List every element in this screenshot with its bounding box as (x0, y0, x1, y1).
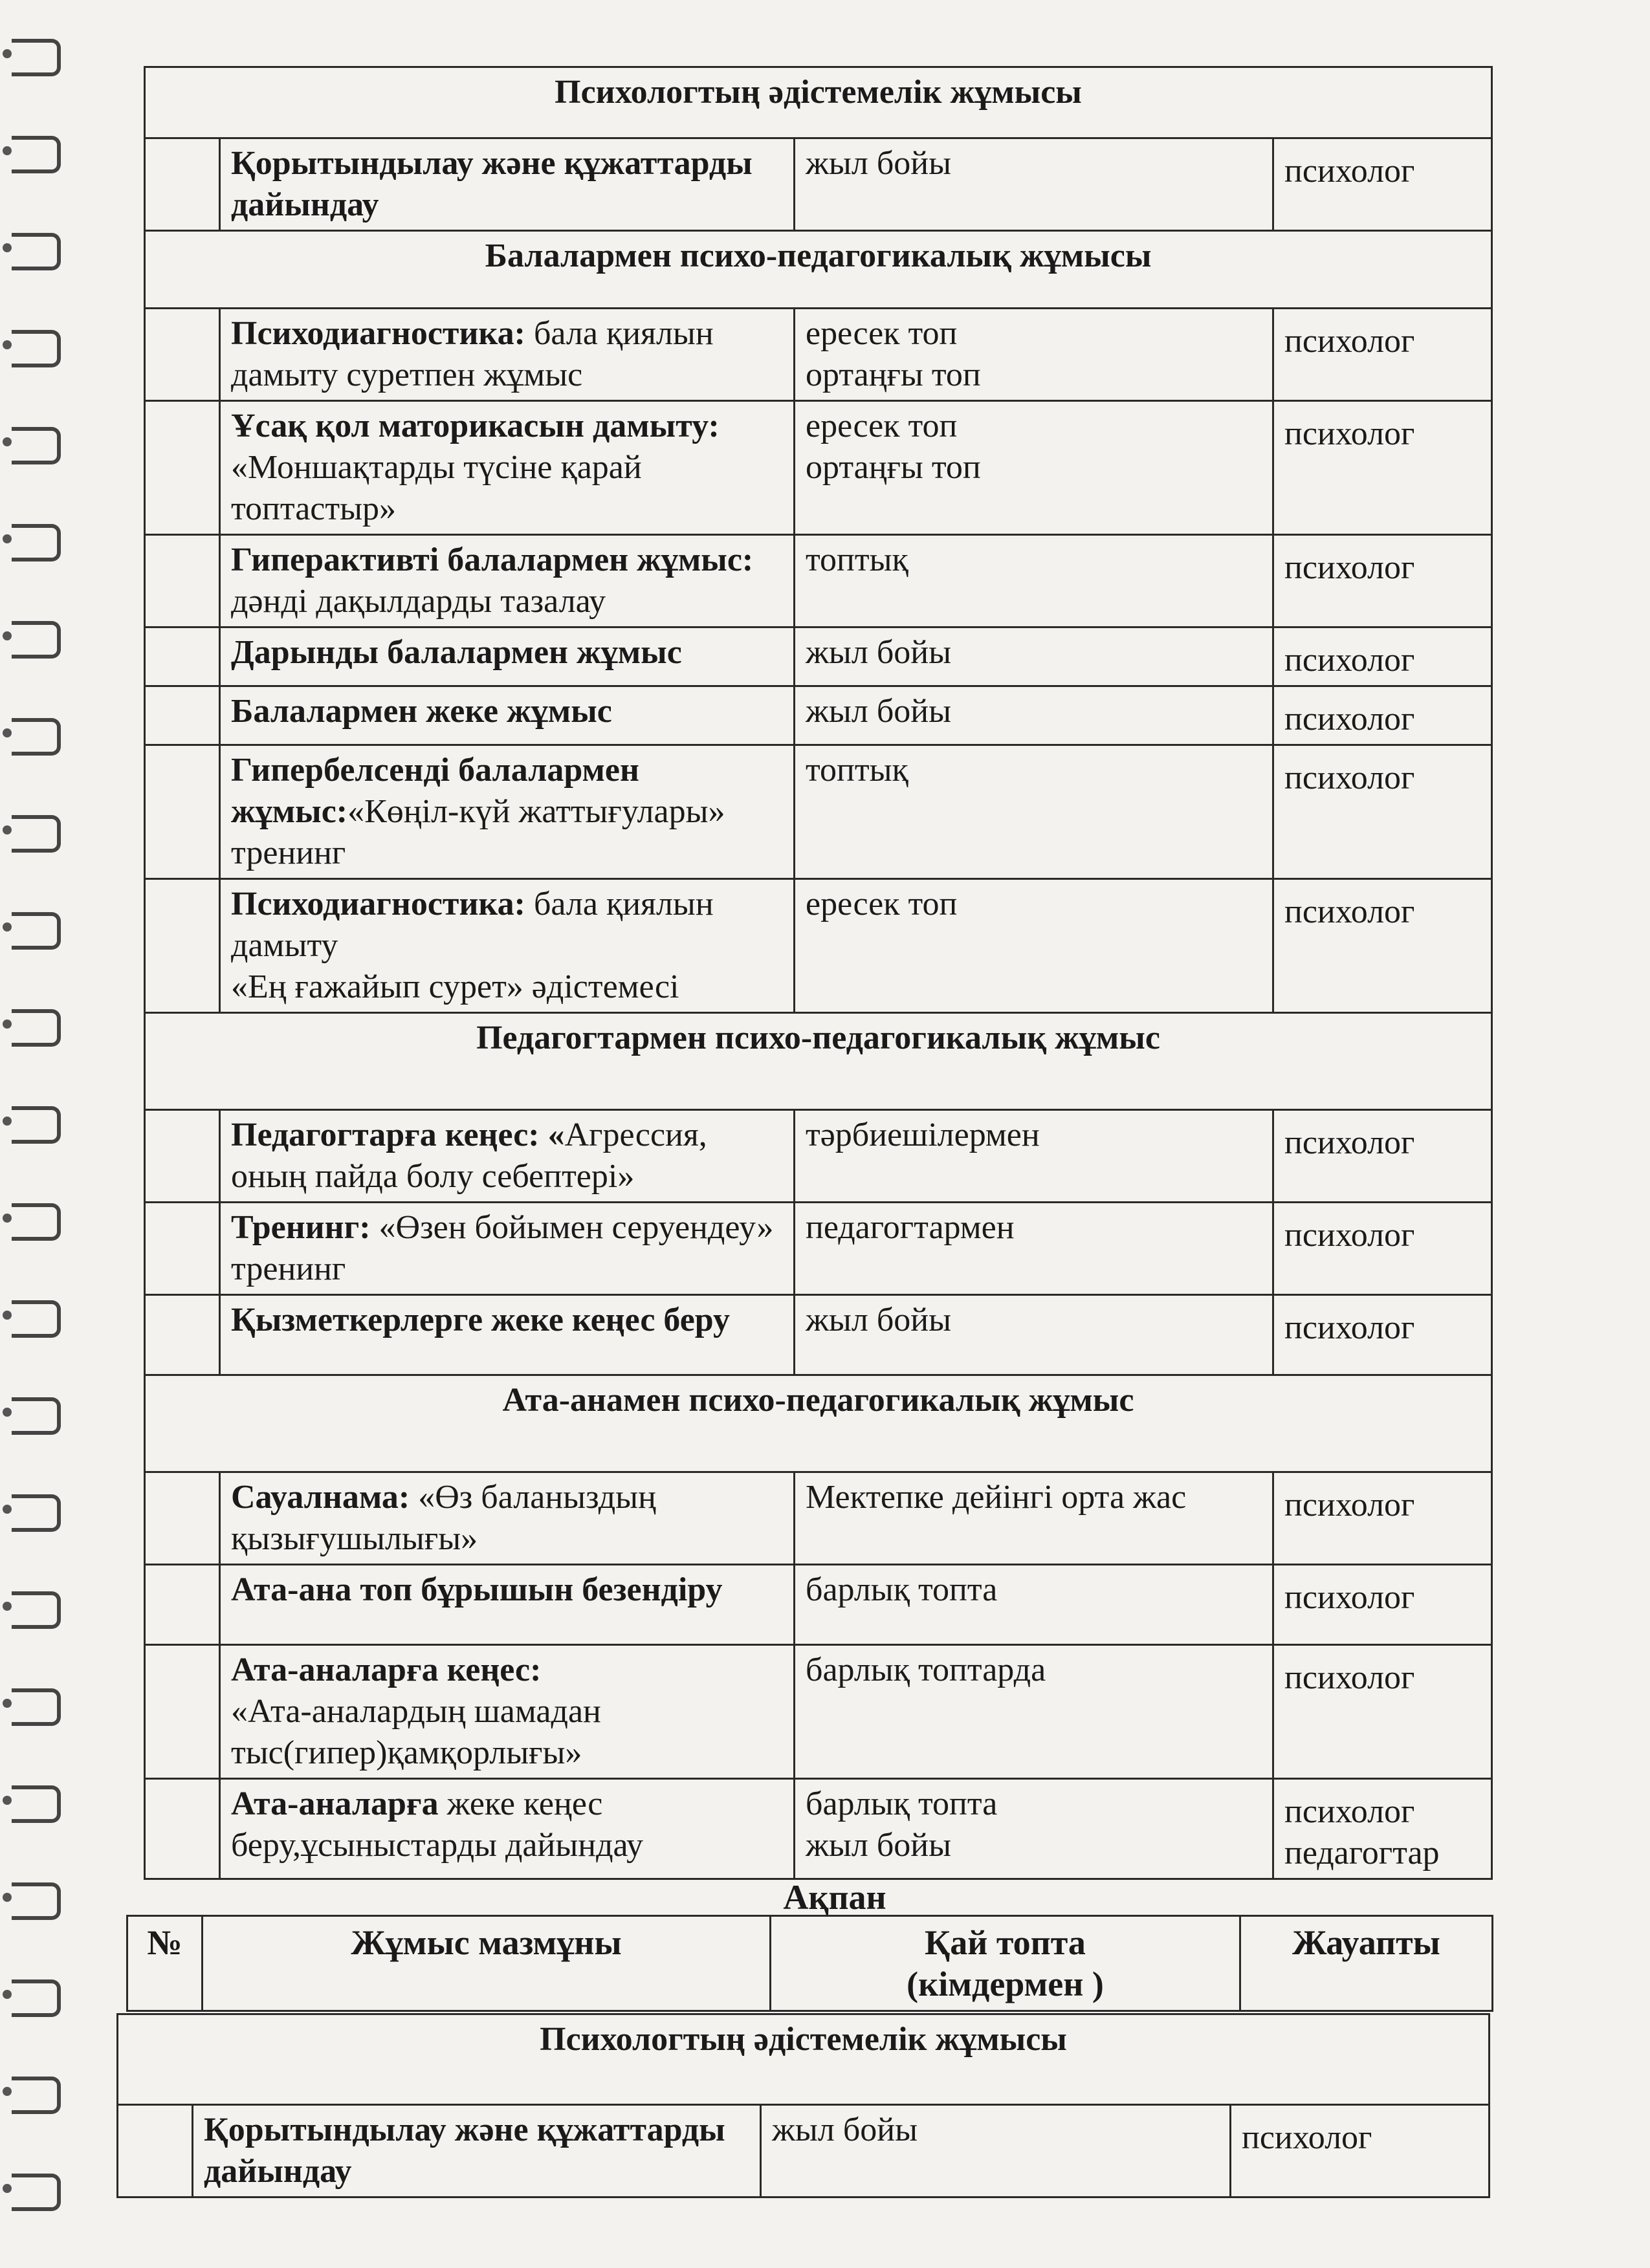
content-text: «Көңіл-күй жаттығулары» тренинг (231, 793, 725, 871)
responsible-cell: психолог (1273, 1472, 1492, 1565)
table-row (145, 745, 1492, 879)
content-cell (193, 2105, 761, 2197)
responsible-cell: психолог (1273, 1645, 1492, 1779)
content-bold: Қызметкерлерге жеке кеңес беру (231, 1302, 731, 1338)
group-cell: педагогтармен (795, 1203, 1273, 1295)
content-bold: Тренинг: (231, 1209, 371, 1246)
responsible-cell: психолог (1273, 535, 1492, 627)
content-bold: Дарынды балалармен жұмыс (231, 634, 682, 671)
content-cell (220, 879, 795, 1013)
header-row (127, 1916, 1493, 2011)
row-number-cell (145, 1565, 220, 1645)
table-row (145, 309, 1492, 401)
row-number-cell (145, 1203, 220, 1295)
row-number-cell (118, 2105, 193, 2197)
content-bold: Балалармен жеке жұмыс (231, 693, 612, 730)
group-cell: ересек топ ортаңғы топ (795, 401, 1273, 535)
responsible-cell: психолог (1273, 1295, 1492, 1375)
responsible-cell: психолог (1273, 627, 1492, 686)
content-text: дәнді дақылдарды тазалау (231, 583, 606, 620)
group-cell: ересек топ (795, 879, 1273, 1013)
row-number-cell (145, 138, 220, 231)
row-number-cell (145, 745, 220, 879)
content-bold: Гиперактивті балалармен жұмыс: (231, 541, 754, 578)
february-header-table (126, 1915, 1493, 2012)
section-row (145, 67, 1492, 138)
group-cell: жыл бойы (795, 686, 1273, 745)
content-text: бала қиялын дамыту «Ең ғажайып сурет» әдістемесі (231, 886, 714, 1005)
header-group: Қай топта (кімдермен ) (771, 1916, 1240, 2011)
header-responsible: Жауапты (1240, 1916, 1493, 2011)
table-row (145, 1203, 1492, 1295)
responsible-cell: психолог (1273, 1203, 1492, 1295)
group-cell: жыл бойы (795, 1295, 1273, 1375)
table-row (145, 627, 1492, 686)
group-cell: барлық топта (795, 1565, 1273, 1645)
content-text: Агрессия, оның пайда болу себептері» (231, 1117, 707, 1195)
section-title: Психологтың әдістемелік жұмысы (118, 2014, 1490, 2105)
row-number-cell (145, 309, 220, 401)
group-cell: топтық (795, 745, 1273, 879)
group-cell: барлық топтарда (795, 1645, 1273, 1779)
table-row (145, 1110, 1492, 1203)
content-text: жеке кеңес беру,ұсыныстарды дайындау (231, 1785, 643, 1864)
content-text: «Өзен бойымен серуендеу» тренинг (231, 1209, 774, 1287)
row-number-cell (145, 1779, 220, 1879)
table-row (145, 1565, 1492, 1645)
responsible-cell: психолог педагогтар (1273, 1779, 1492, 1879)
group-cell: жыл бойы (795, 627, 1273, 686)
responsible-cell: психолог (1273, 879, 1492, 1013)
table-row (145, 1779, 1492, 1879)
section-title: Балалармен психо-педагогикалық жұмысы (145, 231, 1492, 309)
group-cell: жыл бойы (761, 2105, 1231, 2197)
row-number-cell (145, 401, 220, 535)
group-cell: тәрбиешілермен (795, 1110, 1273, 1203)
table-row (145, 1295, 1492, 1375)
content-text: «Моншақтарды түсіне қарай топтастыр» (231, 449, 642, 527)
content-cell (220, 309, 795, 401)
responsible-cell: психолог (1273, 745, 1492, 879)
content-cell (220, 1645, 795, 1779)
content-cell (220, 1295, 795, 1375)
group-cell: ересек топ ортаңғы топ (795, 309, 1273, 401)
responsible-cell: психолог (1273, 138, 1492, 231)
section-title: Психологтың әдістемелік жұмысы (145, 67, 1492, 138)
content-bold: Ата-аналарға кеңес: (231, 1652, 542, 1688)
row-number-cell (145, 1295, 220, 1375)
content-bold: Психодиагностика: (231, 886, 525, 922)
content-bold: Сауалнама: (231, 1479, 410, 1516)
content-cell (220, 686, 795, 745)
table-row (145, 535, 1492, 627)
row-number-cell (145, 1645, 220, 1779)
responsible-cell: психолог (1231, 2105, 1490, 2197)
table-row (145, 1472, 1492, 1565)
responsible-cell: психолог (1273, 401, 1492, 535)
group-cell: жыл бойы (795, 138, 1273, 231)
row-number-cell (145, 627, 220, 686)
content-text: бала қиялын дамыту суретпен жұмыс (231, 315, 714, 393)
section-title: Педагогтармен психо-педагогикалық жұмыс (145, 1013, 1492, 1110)
content-bold: Қорытындылау және құжаттарды дайындау (231, 145, 753, 223)
row-number-cell (145, 1472, 220, 1565)
group-cell: барлық топта жыл бойы (795, 1779, 1273, 1879)
content-cell (220, 745, 795, 879)
row-number-cell (145, 686, 220, 745)
content-bold: Педагогтарға кеңес: « (231, 1117, 565, 1153)
content-bold: Ата-аналарға (231, 1785, 439, 1822)
content-cell (220, 1565, 795, 1645)
responsible-cell: психолог (1273, 1110, 1492, 1203)
content-bold: Гипербелсенді балалармен жұмыс: (231, 752, 639, 830)
section-row (145, 231, 1492, 309)
table-row (145, 686, 1492, 745)
content-cell (220, 627, 795, 686)
responsible-cell: психолог (1273, 686, 1492, 745)
section-row (145, 1013, 1492, 1110)
content-cell (220, 401, 795, 535)
responsible-cell: психолог (1273, 1565, 1492, 1645)
content-cell (220, 1203, 795, 1295)
spiral-binding (0, 0, 71, 2268)
table-row (145, 138, 1492, 231)
content-bold: Психодиагностика: (231, 315, 525, 352)
responsible-cell: психолог (1273, 309, 1492, 401)
content-cell (220, 535, 795, 627)
content-cell (220, 138, 795, 231)
content-bold: Қорытындылау және құжаттарды дайындау (204, 2111, 725, 2190)
content-bold: Ата-ана топ бұрышын безендіру (231, 1571, 723, 1608)
table-row (145, 401, 1492, 535)
row-number-cell (145, 1110, 220, 1203)
row-number-cell (145, 535, 220, 627)
table-row (118, 2105, 1490, 2197)
content-bold: Ұсақ қол маторикасын дамыту: (231, 408, 720, 444)
month-title: Ақпан (783, 1878, 886, 1917)
content-cell (220, 1779, 795, 1879)
section-row (118, 2014, 1490, 2105)
content-text: «Өз баланыздың қызығушылығы» (231, 1479, 656, 1557)
group-cell: топтық (795, 535, 1273, 627)
section-row (145, 1375, 1492, 1472)
content-cell (220, 1472, 795, 1565)
table-row (145, 879, 1492, 1013)
content-text: «Ата-аналардың шамадан тыс(гипер)қамқорлығы» (231, 1693, 601, 1771)
table-row (145, 1645, 1492, 1779)
work-plan-table (144, 66, 1493, 1880)
row-number-cell (145, 879, 220, 1013)
group-cell: Мектепке дейінгі орта жас (795, 1472, 1273, 1565)
header-content: Жұмыс мазмұны (203, 1916, 771, 2011)
february-plan-table (116, 2013, 1490, 2198)
section-title: Ата-анамен психо-педагогикалық жұмыс (145, 1375, 1492, 1472)
header-number: № (127, 1916, 203, 2011)
content-cell (220, 1110, 795, 1203)
